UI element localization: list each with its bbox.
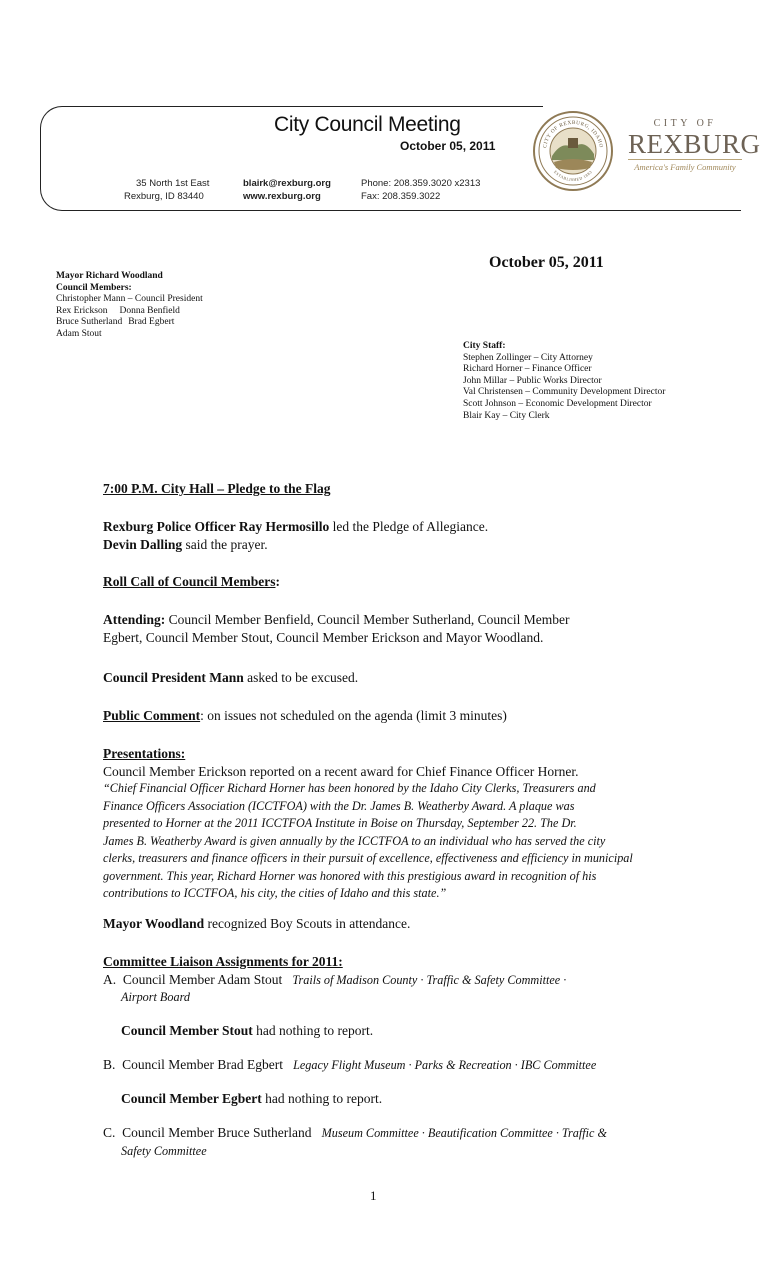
excused-text: asked to be excused. [243, 670, 359, 685]
council-member: Donna Benfield [119, 305, 180, 316]
council-member: Adam Stout [56, 328, 102, 339]
liaison-item-b-committees: Legacy Flight Museum · Parks & Recreation · IBC Committee [293, 1058, 597, 1072]
attending-text-2: Egbert, Council Member Stout, Council Member Erickson and Mayor Woodland. [103, 629, 544, 645]
public-comment [103, 707, 663, 725]
public-comment-label: Public Comment [103, 708, 201, 723]
staff-member: Scott Johnson – Economic Development Director [463, 398, 652, 409]
presentations-section [103, 745, 703, 903]
logo-tagline: America's Family Community [628, 159, 742, 172]
letterhead-email[interactable]: blairk@rexburg.org [243, 178, 331, 189]
liaison-item-b-label: B. Council Member Brad Egbert [103, 1057, 294, 1072]
report-a-text: had nothing to report. [252, 1023, 374, 1038]
liaison-item-c [103, 1124, 703, 1160]
letterhead-fax: Fax: 208.359.3022 [361, 191, 441, 202]
address-line-2: Rexburg, ID 83440 [124, 191, 204, 202]
roll-call-text: Roll Call of Council Members [103, 574, 276, 589]
presentations-intro: Council Member Erickson reported on a recent award for Chief Finance Officer Horner. [103, 763, 579, 779]
liaison-item-c-committees: Museum Committee · Beautification Committee · Traffic & [321, 1126, 607, 1140]
staff-member: Richard Horner – Finance Officer [463, 364, 592, 375]
liaison-item-c-label: C. Council Member Bruce Sutherland [103, 1125, 322, 1140]
letterhead-title: City Council Meeting [274, 113, 461, 136]
council-member-row [56, 317, 203, 329]
city-seal-icon [532, 110, 614, 192]
attending-paragraph [103, 611, 663, 646]
logo-city-of: CITY OF [653, 118, 717, 129]
letterhead-date: October 05, 2011 [400, 139, 496, 153]
public-comment-text: : on issues not scheduled on the agenda (limit 3 minutes) [200, 708, 507, 723]
staff-member: Stephen Zollinger – City Attorney [463, 352, 593, 363]
report-a-name: Council Member Stout [121, 1023, 253, 1038]
mayor-paragraph [103, 915, 663, 933]
excused-paragraph [103, 669, 663, 687]
address-line-1: 35 North 1st East [136, 178, 210, 189]
council-list [56, 271, 203, 341]
liaison-item-a-label: A. Council Member Adam Stout [103, 971, 293, 987]
pledge-paragraph [103, 518, 663, 553]
quote-line: contributions to ICCTFOA, his city, the cities of Idaho and this state.” [103, 886, 447, 900]
pledge-heading-text: 7:00 P.M. City Hall – Pledge to the Flag [103, 481, 331, 496]
council-members-heading: Council Members: [56, 282, 132, 293]
report-b-name: Council Member Egbert [121, 1091, 262, 1106]
quote-line: Finance Officers Association (ICCTFOA) with the Dr. James B. Weatherby Award. A plaque was [103, 798, 575, 813]
liaison-item-b [103, 1056, 703, 1075]
council-member: Christopher Mann – Council President [56, 294, 203, 305]
quote-line: “Chief Financial Officer Richard Horner has been honored by the Idaho City Clerks, Treasurers and [103, 781, 596, 795]
letterhead-phone: Phone: 208.359.3020 x2313 [361, 178, 481, 189]
roll-call-heading [103, 573, 663, 591]
page-number: 1 [370, 1188, 377, 1203]
pledge-text: led the Pledge of Allegiance. [329, 519, 489, 534]
quote-line: presented to Horner at the 2011 ICCTFOA Institute in Boise on Thursday, September 22. The Dr. [103, 816, 577, 830]
presentations-heading: Presentations: [103, 746, 186, 761]
staff-member: Blair Kay – City Clerk [463, 410, 550, 421]
staff-list [463, 341, 665, 422]
liaison-item-a-committees-cont: Airport Board [121, 990, 190, 1004]
letterhead-website[interactable]: www.rexburg.org [243, 191, 321, 202]
seal-text: CITY OF REXBURG, IDAHO [542, 119, 604, 149]
quote-line: James B. Weatherby Award is given annually by the ICCTFOA to an individual who has served the city [103, 833, 606, 848]
logo-name: REXBURG [628, 129, 761, 159]
staff-member: Val Christensen – Community Development Director [463, 387, 666, 398]
mayor-name: Mayor Richard Woodland [56, 271, 163, 281]
council-member: Bruce Sutherland [56, 317, 123, 328]
council-member: Rex Erickson [56, 305, 108, 316]
liaison-item-a [103, 971, 703, 990]
roll-call-colon: : [275, 574, 280, 589]
prayer-text: said the prayer. [182, 536, 268, 552]
prayer-leader: Devin Dalling [103, 536, 183, 552]
liaison-section [103, 953, 703, 1007]
staff-member: John Millar – Public Works Director [463, 375, 602, 386]
pledge-heading [103, 480, 663, 498]
attending-label: Attending: [103, 612, 166, 627]
seal-established: ESTABLISHED 1883 [552, 169, 594, 183]
liaison-heading: Committee Liaison Assignments for 2011: [103, 954, 343, 969]
council-member-row [56, 306, 203, 318]
meeting-date: October 05, 2011 [489, 254, 604, 271]
attending-text: Council Member Benfield, Council Member Sutherland, Council Member [165, 612, 570, 627]
liaison-report-b [103, 1090, 663, 1108]
city-logo [628, 118, 761, 172]
letterhead-phone-fax [361, 177, 480, 203]
liaison-report-a [103, 1022, 663, 1040]
pledge-leader: Rexburg Police Officer Ray Hermosillo [103, 519, 330, 534]
excused-name: Council President Mann [103, 670, 244, 685]
quote-line: government. This year, Richard Horner was honored with this prestigious award in recognition of his [103, 868, 597, 883]
mayor-text: recognized Boy Scouts in attendance. [204, 916, 411, 931]
liaison-item-c-committees-cont: Safety Committee [121, 1143, 207, 1158]
council-member: Brad Egbert [128, 317, 175, 328]
report-b-text: had nothing to report. [261, 1091, 383, 1106]
liaison-item-a-committees: Trails of Madison County · Traffic & Safety Committee · [292, 972, 567, 987]
letterhead-address [124, 177, 209, 203]
quote-line: clerks, treasurers and finance officers in their pursuit of excellence, effectiveness and efficiency in municipal [103, 851, 633, 865]
letterhead-contact [243, 177, 331, 203]
mayor-name-inline: Mayor Woodland [103, 916, 205, 931]
staff-heading: City Staff: [463, 341, 506, 351]
